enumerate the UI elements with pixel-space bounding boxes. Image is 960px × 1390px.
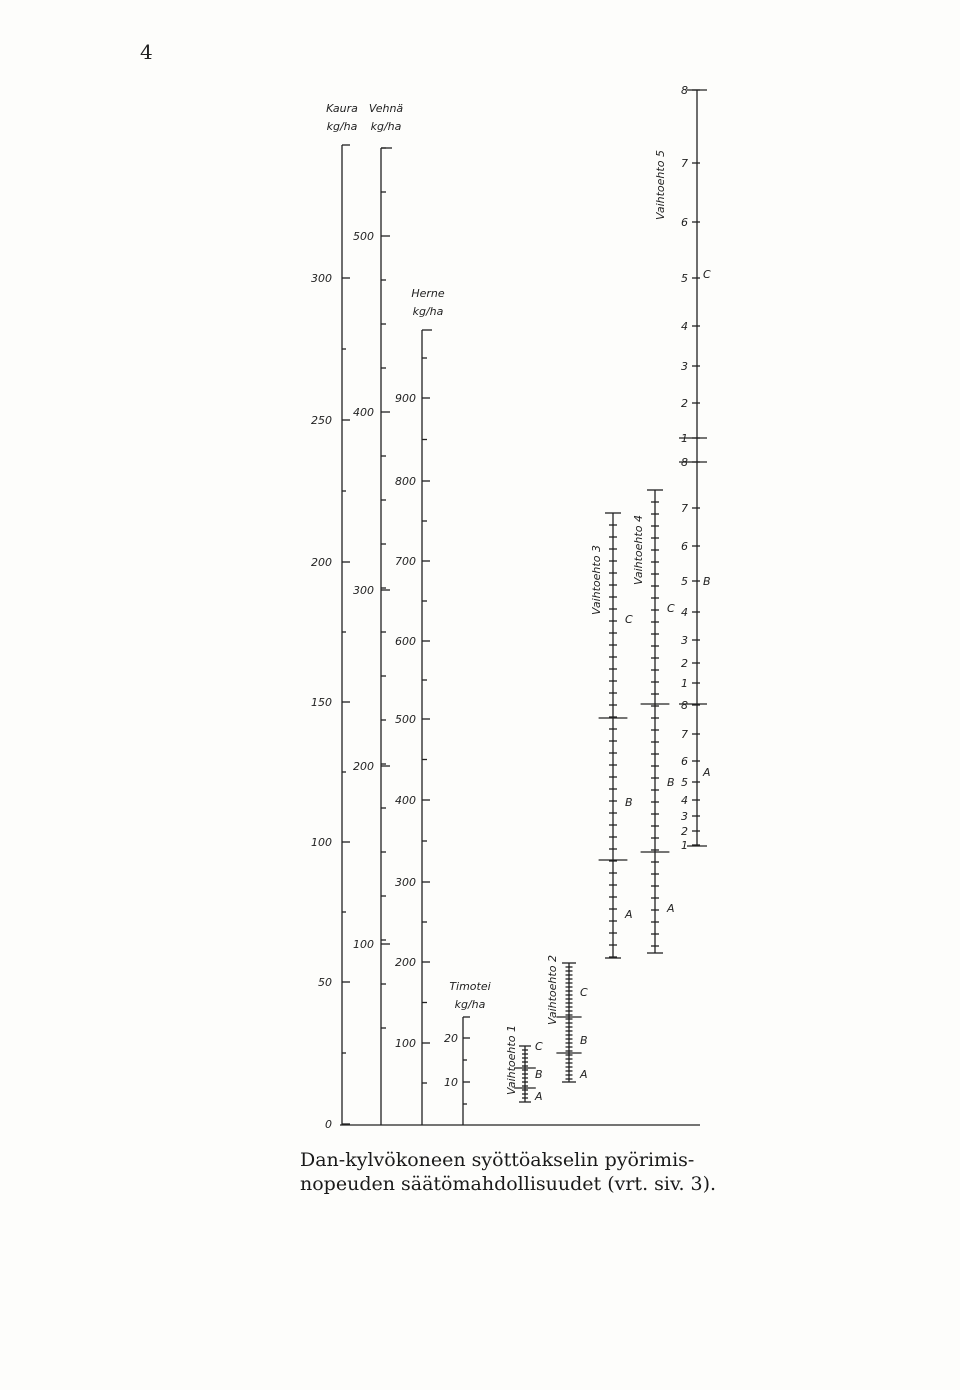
v5-gear-label: 6: [681, 755, 688, 768]
v5-gear-label: 3: [681, 360, 688, 373]
timotei-tick-label: 20: [444, 1032, 458, 1045]
kaura-tick-label: 200: [311, 556, 332, 569]
vehna-tick-label: 300: [353, 584, 374, 597]
v5-gear-label: 1: [681, 432, 688, 445]
vehna-tick-label: 200: [353, 760, 374, 773]
v5-gear-label: 7: [681, 728, 688, 741]
kaura-tick-label: 100: [311, 836, 332, 849]
v5-gear-label: 5: [681, 272, 688, 285]
herne-tick-label: 700: [395, 555, 416, 568]
kaura-tick-label: 50: [318, 976, 332, 989]
herne-tick-label: 900: [395, 392, 416, 405]
v5-range-label: B: [703, 575, 711, 588]
kaura-tick-label: 250: [311, 414, 332, 427]
v5-gear-label: 7: [681, 502, 688, 515]
v4-range-label: B: [667, 776, 675, 789]
caption-line-2: nopeuden säätömahdollisuudet (vrt. siv. 3).: [300, 1173, 717, 1195]
v5-title: Vaihtoehto 5: [654, 150, 667, 220]
herne-tick-label: 100: [395, 1037, 416, 1050]
v5-gear-label: 4: [681, 606, 688, 619]
v5-gear-label: 2: [681, 825, 688, 838]
v5-gear-label: 8: [681, 699, 688, 712]
vehna-tick-label: 500: [353, 230, 374, 243]
v4-range-label: A: [667, 902, 675, 915]
v3-range-label: A: [625, 908, 633, 921]
v3-title: Vaihtoehto 3: [590, 545, 603, 615]
vehna-unit: kg/ha: [370, 120, 402, 133]
v4-range-label: C: [667, 602, 675, 615]
v5-gear-label: 1: [681, 677, 688, 690]
v1-range-label: C: [535, 1040, 543, 1053]
herne-unit: kg/ha: [412, 305, 444, 318]
v5-gear-label: 4: [681, 794, 688, 807]
v1-title: Vaihtoehto 1: [505, 1025, 518, 1095]
v3-range-label: C: [625, 613, 633, 626]
v5-range-label: A: [703, 766, 711, 779]
herne-tick-label: 300: [395, 876, 416, 889]
v1-range-label: A: [535, 1090, 543, 1103]
v4-title: Vaihtoehto 4: [632, 515, 645, 585]
timotei-title: Timotei: [449, 980, 491, 993]
kaura-tick-label: 0: [325, 1118, 332, 1131]
v5-gear-label: 8: [681, 84, 688, 97]
kaura-tick-label: 150: [311, 696, 332, 709]
herne-tick-label: 500: [395, 713, 416, 726]
timotei-unit: kg/ha: [454, 998, 486, 1011]
v5-gear-label: 3: [681, 810, 688, 823]
v2-range-label: A: [580, 1068, 588, 1081]
kaura-tick-label: 300: [311, 272, 332, 285]
v5-gear-label: 1: [681, 839, 688, 852]
vehna-title: Vehnä: [368, 102, 404, 115]
v5-gear-label: 7: [681, 157, 688, 170]
herne-tick-label: 200: [395, 956, 416, 969]
v5-gear-label: 6: [681, 540, 688, 553]
herne-title: Herne: [411, 287, 445, 300]
kaura-title: Kaura: [326, 102, 358, 115]
kaura-unit: kg/ha: [326, 120, 358, 133]
v5-gear-label: 3: [681, 634, 688, 647]
v5-gear-label: 8: [681, 456, 688, 469]
v5-gear-label: 2: [681, 657, 688, 670]
v2-range-label: C: [580, 986, 588, 999]
page-number: 4: [140, 40, 153, 64]
vehna-tick-label: 400: [353, 406, 374, 419]
v1-range-label: B: [535, 1068, 543, 1081]
herne-tick-label: 400: [395, 794, 416, 807]
v5-gear-label: 4: [681, 320, 688, 333]
caption-line-1: Dan-kylvökoneen syöttöakselin pyörimis-: [300, 1149, 695, 1171]
herne-tick-label: 800: [395, 475, 416, 488]
v5-gear-label: 5: [681, 776, 688, 789]
v5-gear-label: 6: [681, 216, 688, 229]
figure-caption: [300, 1148, 760, 1196]
v5-range-label: C: [703, 268, 711, 281]
v2-title: Vaihtoehto 2: [546, 955, 559, 1025]
timotei-tick-label: 10: [444, 1076, 458, 1089]
herne-tick-label: 600: [395, 635, 416, 648]
v5-gear-label: 2: [681, 397, 688, 410]
vehna-tick-label: 100: [353, 938, 374, 951]
v5-gear-label: 5: [681, 575, 688, 588]
v3-range-label: B: [625, 796, 633, 809]
v2-range-label: B: [580, 1034, 588, 1047]
